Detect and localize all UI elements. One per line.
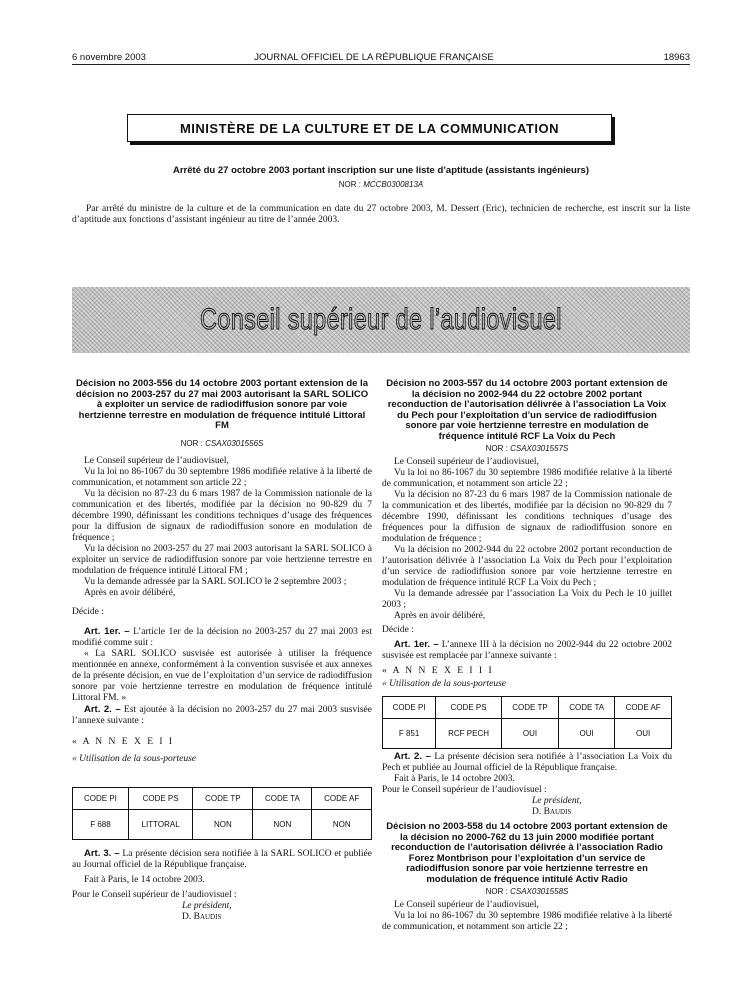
nor-code: MCCB0300813A [363,180,424,189]
nor-code: CSAX0301557S [510,444,569,453]
nor-prefix: NOR : [485,887,511,896]
decision-nor [382,886,672,897]
signature-role: Le président, [182,900,232,911]
paragraph: Vu la loi no 86-1067 du 30 septembre 1986 modifiée relative à la liberté de communication, et notamment son article 22 ; [382,911,672,932]
table-header-cell: CODE AF [615,697,672,719]
article-text: Est ajoutée à la décision no 2003-257 du 27 mai 2003 susvisée l’annexe suivante : [72,704,372,726]
ministry-title: MINISTÈRE DE LA CULTURE ET DE LA COMMUNICATION [179,120,560,136]
paragraph: Le Conseil supérieur de l’audiovisuel, [394,900,539,910]
article-text: La présente décision sera notifiée à l’association La Voix du Pech et publiée au Journal officiel de la République française. [382,752,672,773]
nor-prefix: NOR : [180,438,206,448]
csa-banner [72,287,690,353]
signature-line: Pour le Conseil supérieur de l’audiovisuel : [72,889,237,900]
article-1 [382,639,672,662]
table-header-cell: CODE PS [436,697,502,719]
article-2 [72,704,372,727]
arrete-nor [72,180,690,189]
nor-code: CSAX0301556S [205,438,264,448]
decide-heading: Décide : [72,606,104,617]
header-journal: JOURNAL OFFICIEL DE LA RÉPUBLIQUE FRANÇAISE [254,52,494,63]
fait-a-paris: Fait à Paris, le 14 octobre 2003. [394,774,515,784]
article-label: Art. 2. – [394,751,431,762]
article-1 [72,626,372,649]
nor-prefix: NOR : [338,180,364,189]
subcarrier-table [72,787,372,840]
article-1-quote: « La SARL SOLICO susvisée est autorisée à utiliser la fréquence mentionnée en annexe, conformément à la convention susvisée et aux annexes de la présente décision, en vue de l’exploitation d’un service de radiodiffusion sonore par voie hertzienne terrestre en modulation de fréquence intitulé Littoral FM. » [72,648,372,703]
table-row [383,719,672,749]
article-2 [382,751,672,774]
article-label: Art. 1er. – [394,639,439,650]
table-cell: NON [193,809,253,839]
paragraph: Le Conseil supérieur de l’audiovisuel, [84,455,229,466]
paragraph: Le Conseil supérieur de l’audiovisuel, [394,457,539,467]
signature-role: Le président, [532,796,582,806]
paragraph: Après en avoir délibéré, [394,611,486,621]
left-column [72,379,372,923]
article-3 [72,848,372,871]
table-header-cell: CODE TP [193,787,253,809]
paragraph: Vu la décision no 87-23 du 6 mars 1987 de la Commission nationale de la communication et des libertés, modifiée par la décision no 90-829 du 7 décembre 1990, définissant les conditions techniques d’usage des fréquences pour la diffusion de signaux de radiodiffusion sonore en modulation de fréquence ; [72,488,372,543]
arrete-title: Arrêté du 27 octobre 2003 portant inscription sur une liste d’aptitude (assistants ingénieurs) [173,165,589,176]
nor-code: CSAX0301558S [510,887,569,896]
paragraph: Vu la décision no 87-23 du 6 mars 1987 de la Commission nationale de la communication et des libertés, modifiée par la décision no 90-829 du 7 décembre 1990, définissant les conditions techniques d’usage des fréquences pour la diffusion de signaux de radiodiffusion sonore en modulation de fréquence ; [382,490,672,544]
table-header-row [73,787,372,809]
table-cell: F 851 [383,719,436,749]
header-rule [72,64,690,65]
decision-title: Décision no 2003-556 du 14 octobre 2003 portant extension de la décision no 2003-257 du 27 mai 2003 autorisant la SARL SOLICO à exploiter un service de radiodiffusion sonore par voie hertzienne terrestre en modulation de fréquence intitulé Littoral FM [75,378,369,431]
table-header-cell: CODE TP [501,697,558,719]
annexe-title: « A N N E X E I I I [382,666,494,676]
decision-title: Décision no 2003-558 du 14 octobre 2003 portant extension de la décision no 2000-762 du 13 juin 2000 modifiée portant reconduction de l’autorisation délivrée à l’association Radio Forez Montbrison pour l’exploitation d’un service de radiodiffusion sonore par voie hertzienne terrestre en modulation de fréquence intitulé Activ Radio [386,821,668,885]
table-cell: OUI [615,719,672,749]
decision-nor [72,438,372,449]
header-page-number: 18963 [663,52,690,63]
article-label: Art. 3. – [84,847,120,859]
nor-prefix: NOR : [485,444,511,453]
table-header-cell: CODE PI [383,697,436,719]
paragraph: Vu la loi no 86-1067 du 30 septembre 1986 modifiée relative à la liberté de communication, et notamment son article 22 ; [72,466,372,488]
table-cell: LITTORAL [128,809,192,839]
paragraph: Après en avoir délibéré, [84,587,176,598]
header-date: 6 novembre 2003 [72,52,146,63]
fait-a-paris: Fait à Paris, le 14 octobre 2003. [84,874,205,885]
paragraph: Vu la décision no 2002-944 du 22 octobre 2002 portant reconduction de l’autorisation délivrée à l’association La Voix du Pech pour l’exploitation d’un service de radiodiffusion sonore par voie hertzienne terrestre en modulation de fréquence intitulé RCF La Voix du Pech ; [382,545,672,588]
table-cell: F 688 [73,809,129,839]
table-cell: OUI [559,719,615,749]
signature-name: D. Baudis [182,911,222,922]
article-text: La présente décision sera notifiée à la SARL SOLICO et publiée au Journal officiel de la République française. [72,848,372,870]
article-text: L’annexe III à la décision no 2002-944 du 22 octobre 2002 susvisée est remplacée par l’annexe suivante : [382,640,672,661]
article-label: Art. 1er. – [84,625,130,637]
ministry-title-box [127,114,612,142]
table-header-cell: CODE PS [128,787,192,809]
table-cell: NON [253,809,312,839]
arrete-body: Par arrêté du ministre de la culture et de la communication en date du 27 octobre 2003, M. Dessert (Eric), technicien de recherche, est inscrit sur la liste d’aptitude aux fonctions d’assistant ingénieur au titre de l’année 2003. [72,204,690,225]
csa-banner-title: Conseil supérieur de l’audiovisuel [200,303,562,336]
table-header-cell: CODE TA [253,787,312,809]
table-header-row [383,697,672,719]
table-header-cell: CODE TA [559,697,615,719]
annexe-subtitle: « Utilisation de la sous-porteuse [72,753,197,764]
right-column [382,379,672,933]
annexe-title: « A N N E X E I I [72,736,175,747]
decide-heading: Décide : [382,625,414,635]
paragraph: Vu la demande adressée par la SARL SOLICO le 2 septembre 2003 ; [84,576,347,587]
table-cell: OUI [501,719,558,749]
table-header-cell: CODE PI [73,787,129,809]
paragraph: Vu la loi no 86-1067 du 30 septembre 1986 modifiée relative à la liberté de communication, et notamment son article 22 ; [382,468,672,489]
article-text: L’article 1er de la décision no 2003-257 du 27 mai 2003 est modifié comme suit : [72,626,372,648]
decision-title: Décision no 2003-557 du 14 octobre 2003 portant extension de la décision no 2002-944 du 22 octobre 2002 portant reconduction de l’autorisation délivrée à l’association La Voix du Pech pour l’exploitation d’un service de radiodiffusion sonore par voie hertzienne terrestre en modulation de fréquence intitulé RCF La Voix du Pech [386,378,668,442]
table-cell: RCF PECH [436,719,502,749]
paragraph: Vu la décision no 2003-257 du 27 mai 2003 autorisant la SARL SOLICO à exploiter un service de radiodiffusion sonore par voie hertzienne terrestre en modulation de fréquence intitulé Littoral FM ; [72,543,372,576]
article-label: Art. 2. – [84,703,121,715]
signature-name: D. Baudis [532,807,572,817]
table-cell: NON [312,809,372,839]
table-row [73,809,372,839]
subcarrier-table [382,696,672,749]
table-header-cell: CODE AF [312,787,372,809]
decision-nor [382,443,672,454]
signature-line: Pour le Conseil supérieur de l’audiovisuel : [382,785,547,795]
paragraph: Vu la demande adressée par l’association La Voix du Pech le 10 juillet 2003 ; [382,589,672,610]
annexe-subtitle: « Utilisation de la sous-porteuse [382,679,507,689]
